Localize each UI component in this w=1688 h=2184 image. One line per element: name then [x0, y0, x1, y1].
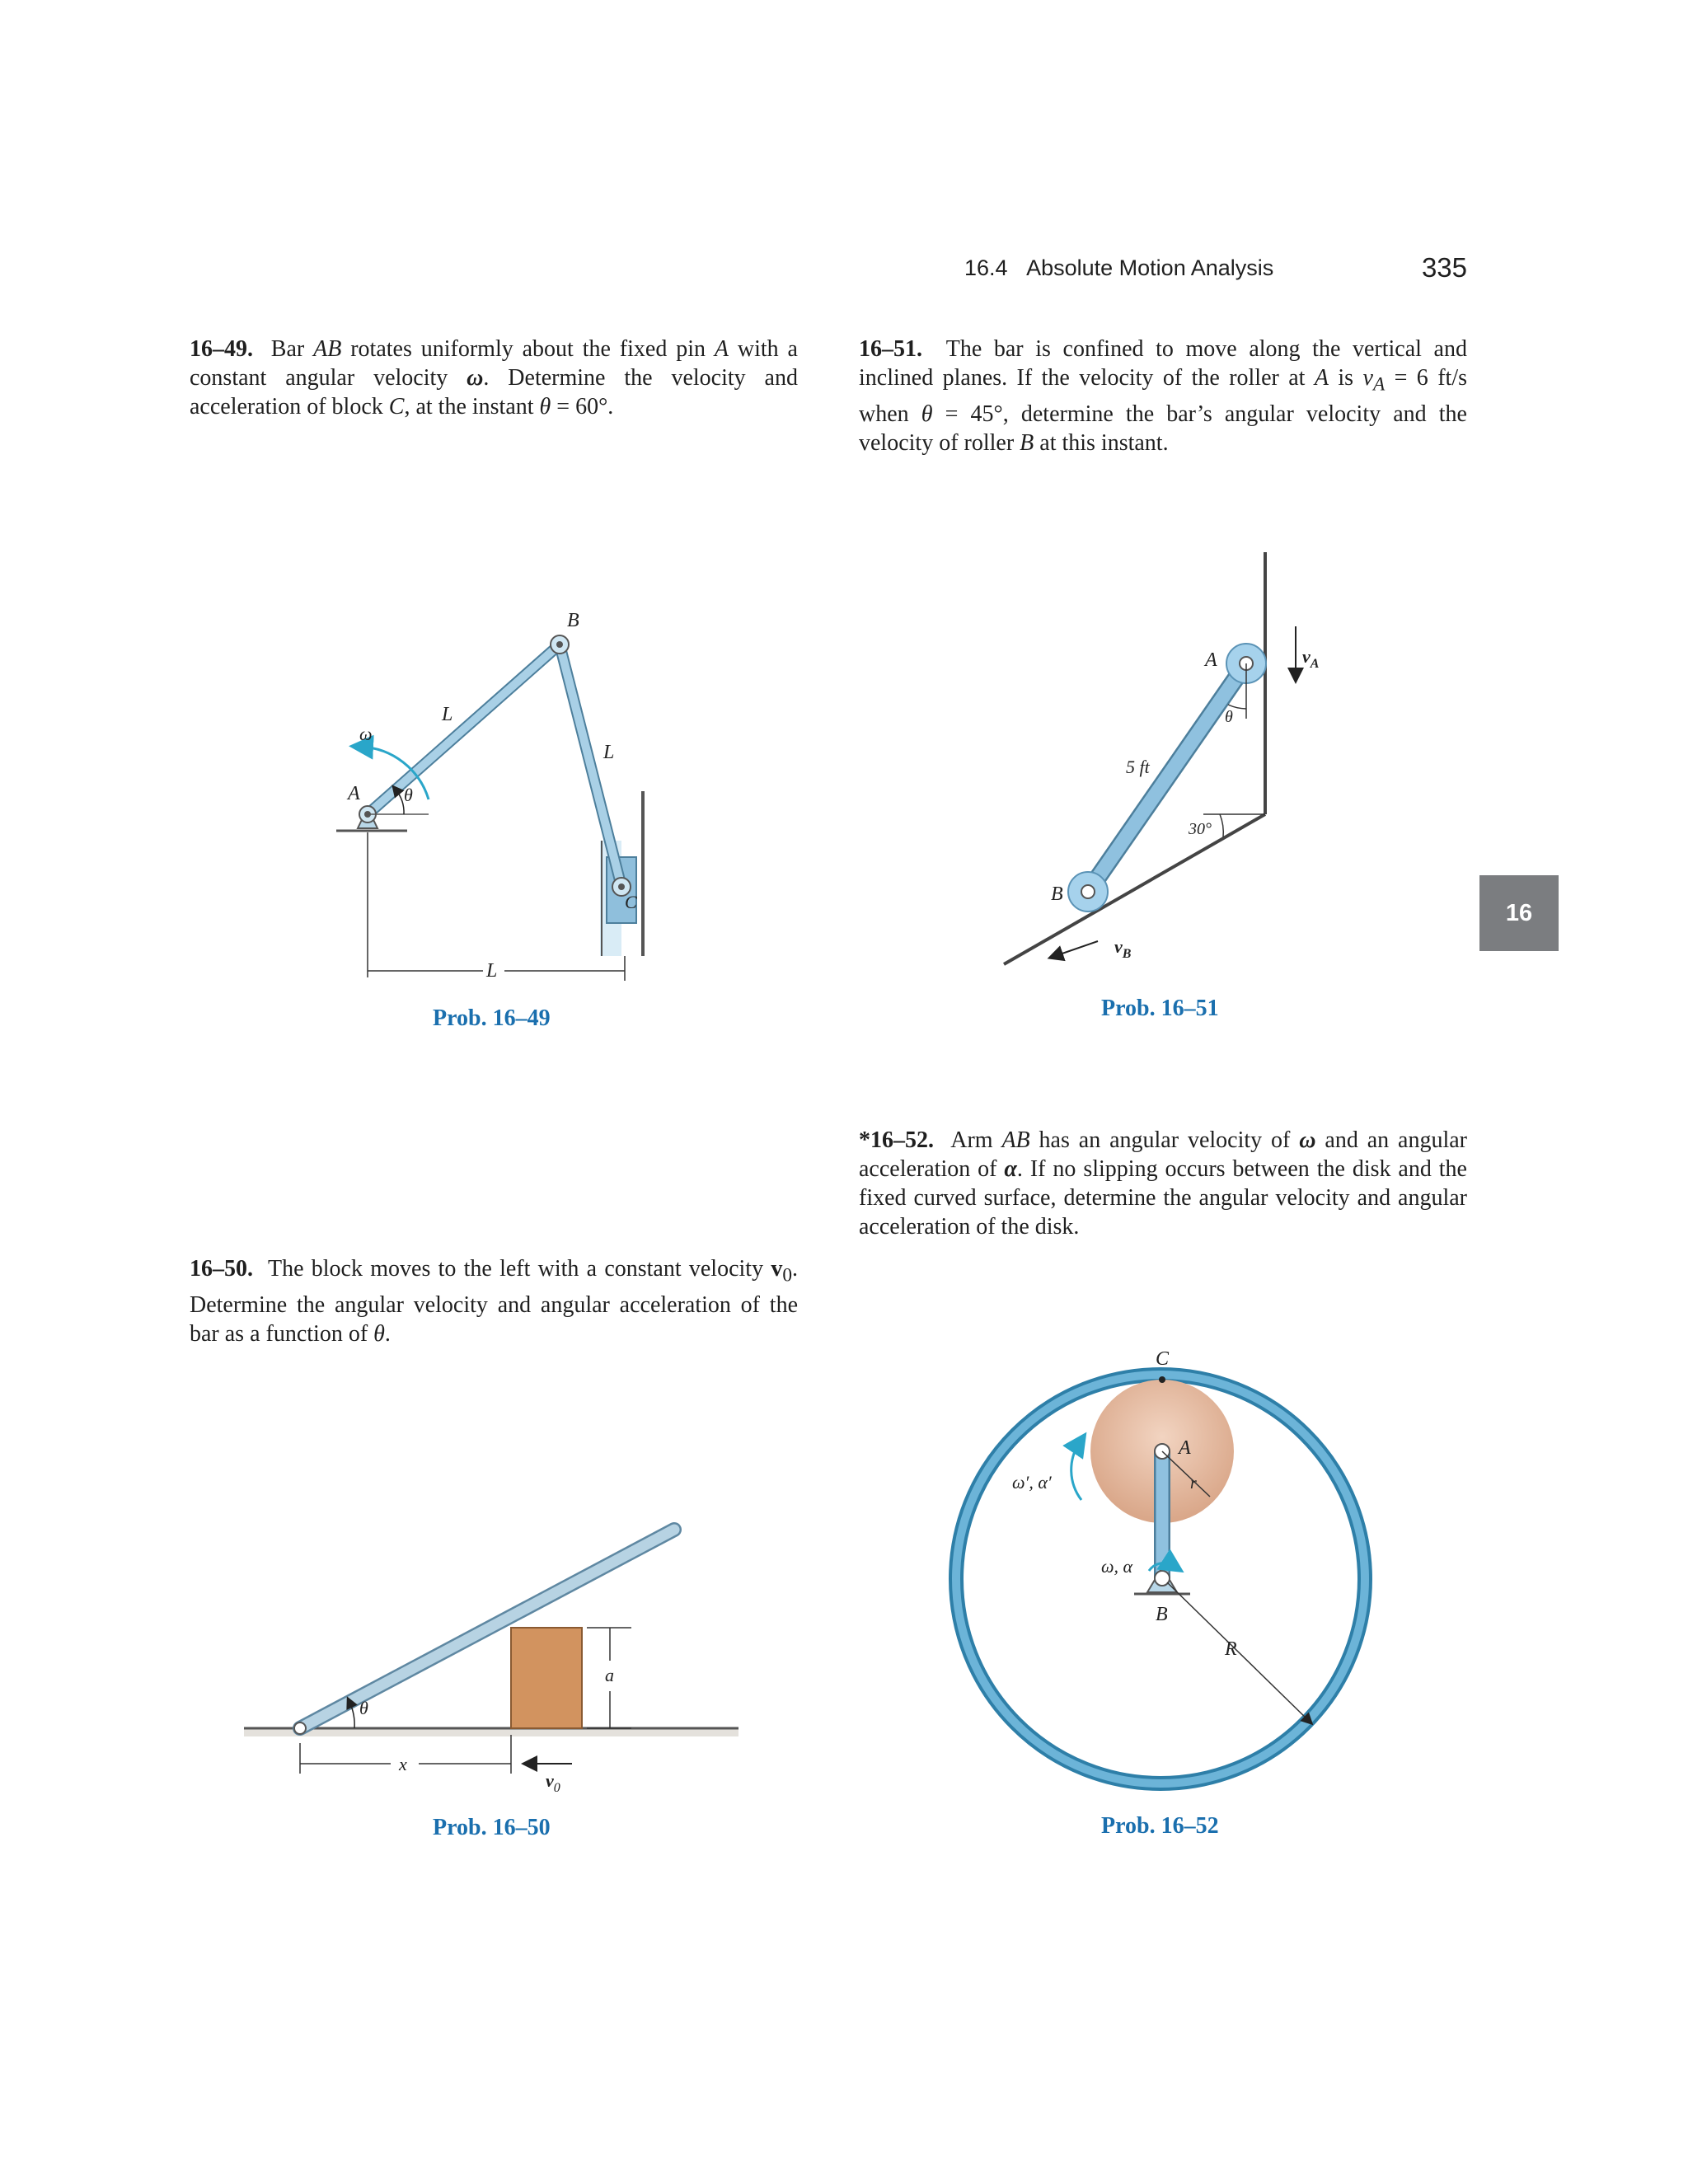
problem-16-51: [859, 335, 1467, 457]
label-va-sub: A: [1310, 657, 1320, 671]
bar-pin: [294, 1722, 306, 1734]
label-a: A: [1179, 1437, 1191, 1459]
page-number: 335: [1421, 252, 1467, 283]
variable: θ: [921, 401, 933, 427]
label-b: B: [1156, 1604, 1168, 1625]
label-omega-prime: ω′, α′: [1012, 1472, 1052, 1493]
problem-text: Bar: [270, 336, 314, 362]
figure-16-50: [239, 1516, 750, 1797]
figure-16-49: [321, 602, 668, 989]
variable: ω: [467, 365, 484, 391]
variable: C: [388, 394, 405, 419]
contact-point-c: [1159, 1376, 1165, 1383]
problem-text: = 6 ft/s when: [859, 365, 1467, 427]
problem-text: at this instant.: [1034, 429, 1169, 456]
label-big-r: R: [1225, 1638, 1237, 1660]
label-v0: [546, 1770, 560, 1795]
bar-ab: [368, 644, 560, 814]
block: [511, 1628, 582, 1728]
label-v0-main: v: [546, 1770, 554, 1791]
label-r: r: [1190, 1474, 1197, 1493]
bar-bc: [560, 644, 621, 887]
caption-16-52: Prob. 16–52: [1101, 1813, 1219, 1839]
problem-number: 16–51.: [859, 336, 922, 362]
chapter-tab: 16: [1479, 875, 1559, 951]
label-v0-sub: 0: [553, 1781, 560, 1795]
problem-16-50: [190, 1254, 798, 1348]
figure-16-52: [940, 1335, 1385, 1797]
label-omega: ω: [359, 724, 373, 744]
label-vb-sub: B: [1122, 947, 1132, 961]
variable: θ: [539, 394, 551, 419]
angle-30-arc: [1220, 814, 1223, 837]
label-va: [1302, 646, 1320, 671]
problem-text: and an angular acceleration of: [859, 1127, 1467, 1182]
problem-number: 16–50.: [190, 1256, 253, 1282]
problem-text: Arm: [950, 1127, 1002, 1153]
label-theta: θ: [359, 1698, 368, 1718]
label-a: a: [605, 1665, 614, 1685]
subscript: A: [1372, 373, 1386, 396]
problem-text: The block moves to the left with a constant velocity: [268, 1256, 771, 1282]
variable: θ: [373, 1320, 385, 1347]
caption-16-49: Prob. 16–49: [433, 1005, 551, 1031]
label-vb-main: v: [1114, 936, 1123, 957]
caption-16-50: Prob. 16–50: [433, 1815, 551, 1840]
label-l: L: [603, 742, 615, 763]
problem-text: .: [384, 1320, 391, 1347]
problem-text: . If no slipping occurs between the disk and the fixed curved surface, determine the angular velocity and angular acceleration of the disk.: [859, 1156, 1467, 1240]
variable: A: [714, 336, 729, 362]
figure-16-51: [989, 544, 1368, 989]
label-a: A: [348, 783, 360, 804]
problem-text: = 45°, determine the bar’s angular velocity and the velocity of roller: [859, 401, 1467, 456]
variable: v: [771, 1256, 783, 1282]
problem-text: is: [1328, 365, 1363, 391]
problem-text: with a constant angular velocity: [190, 336, 798, 391]
problem-16-49: [190, 335, 798, 421]
section-title: [964, 255, 1273, 281]
section-title-word: Motion: [1118, 255, 1186, 280]
problem-text: . Determine the velocity and acceleration of block: [190, 365, 798, 419]
label-c: C: [1156, 1348, 1170, 1370]
label-b: B: [1051, 883, 1063, 905]
variable: ω: [1299, 1127, 1316, 1153]
caption-16-51: Prob. 16–51: [1101, 996, 1219, 1021]
variable: AB: [1001, 1127, 1030, 1153]
variable: v: [1362, 365, 1373, 391]
vb-arrow: [1055, 941, 1098, 956]
problem-text: . Determine the angular velocity and angular acceleration of the bar as a function of: [190, 1256, 798, 1347]
label-theta: θ: [404, 785, 413, 805]
problem-text: = 60°.: [551, 394, 614, 419]
label-30deg: 30°: [1189, 820, 1212, 838]
bar-ab: [1088, 663, 1246, 892]
bar: [300, 1530, 674, 1728]
variable: AB: [313, 336, 342, 362]
problem-number: *16–52.: [859, 1127, 934, 1153]
label-5ft: 5 ft: [1126, 757, 1150, 777]
label-theta: θ: [1225, 708, 1233, 726]
label-omega: ω, α: [1101, 1556, 1133, 1577]
label-a: A: [1205, 649, 1217, 671]
label-c: C: [625, 892, 637, 912]
variable: A: [1314, 365, 1329, 391]
problem-text: , at the instant: [404, 394, 540, 419]
label-vb: [1114, 936, 1132, 961]
running-header: [956, 252, 1467, 288]
label-l: L: [442, 704, 453, 725]
radius-big-r: [1167, 1582, 1309, 1721]
label-x: x: [399, 1754, 407, 1774]
variable: α: [1004, 1156, 1017, 1182]
section-title-word: Analysis: [1190, 255, 1274, 280]
problem-text: rotates uniformly about the fixed pin: [341, 336, 715, 362]
section-number: 16.4: [964, 255, 1008, 280]
label-b: B: [567, 610, 579, 631]
section-title-word: Absolute: [1026, 255, 1114, 280]
omega-prime-arrow: [1071, 1442, 1081, 1500]
problem-number: 16–49.: [190, 336, 253, 362]
problem-text: The bar is confined to move along the vertical and inclined planes. If the velocity of the roller at: [859, 336, 1467, 391]
variable: B: [1020, 429, 1034, 456]
problem-16-52: [859, 1126, 1467, 1241]
label-l: L: [486, 960, 498, 982]
subscript: 0: [782, 1264, 792, 1286]
label-va-main: v: [1302, 646, 1311, 667]
problem-text: has an angular velocity of: [1029, 1127, 1300, 1153]
